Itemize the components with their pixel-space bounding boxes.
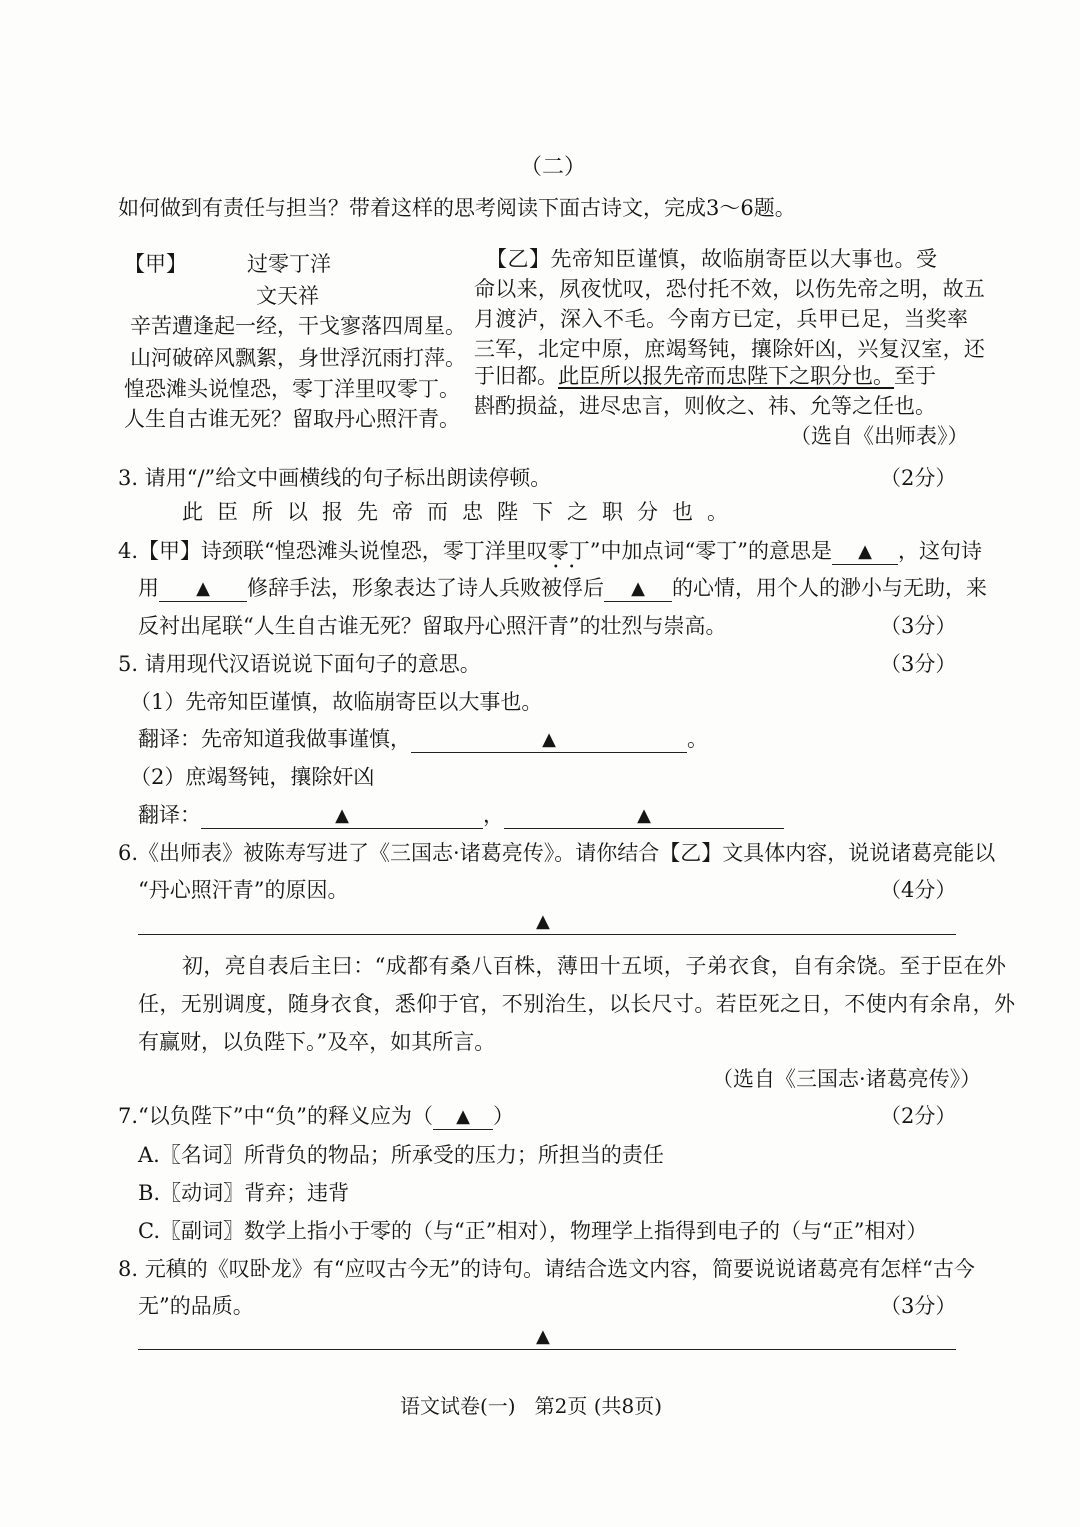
translation-label: 翻译：先帝知道我做事谨慎， [138,727,411,751]
question-8-line-1: 8. 元稹的《叹卧龙》有“应叹古今无”的诗句。请结合选文内容，简要说说诸葛亮有怎样“古今 [118,1257,975,1281]
passage-source: （选自《三国志·诸葛亮传》） [712,1067,982,1091]
score: （4分） [880,878,957,902]
underlined-sentence: 此臣所以报先帝而忠陛下之职分也。 [558,364,894,388]
q5-sentence-2: （2）庶竭驽钝，攘除奸凶 [130,765,375,789]
prose-line: 三军，北定中原，庶竭驽钝，攘除奸凶，兴复汉室，还 [474,337,986,361]
q4-text: 4.【甲】诗颈联“惶恐滩头说惶恐，零丁洋里叹 [118,539,548,563]
question-7 [118,1100,514,1130]
translation-label: 翻译： [138,803,201,827]
answer-blank[interactable] [433,1103,493,1130]
answer-line[interactable] [138,934,956,935]
answer-blank[interactable] [604,575,672,602]
passage-line: 有赢财，以负陛下。”及卒，如其所言。 [138,1030,496,1054]
punctuation: 。 [687,727,708,751]
score: （2分） [880,466,957,490]
q4-text: 的心情，用个人的渺小与无助，来 [672,576,987,600]
option-b[interactable]: B.〖动词〗背弃；违背 [138,1181,350,1205]
answer-mark-icon: ▲ [542,729,556,750]
poem-author: 文天祥 [256,284,319,308]
prose-line: 命以来，夙夜忧叹，恐付托不效，以伤先帝之明，故五 [474,277,986,301]
answer-blank[interactable] [201,802,483,829]
section-heading: （二） [520,155,587,180]
poem-line: 惶恐滩头说惶恐，零丁洋里叹零丁。 [124,377,460,401]
score: （2分） [880,1104,957,1128]
q5-sentence-1: （1）先帝知臣谨慎，故临崩寄臣以大事也。 [130,690,543,714]
poem-line: 人生自古谁无死？留取丹心照汗青。 [124,407,460,431]
option-a[interactable]: A.〖名词〗所背负的物品；所承受的压力；所担当的责任 [138,1143,664,1167]
score: （3分） [880,1294,957,1318]
q4-text: 修辞手法，形象表达了诗人兵败被俘后 [247,576,604,600]
question-3: 3. 请用“/”给文中画横线的句子标出朗读停顿。 [118,466,552,490]
poem-tag: 【甲】 [124,252,187,276]
answer-mark-icon: ▲ [631,578,645,599]
prose-text: 于旧都。 [474,364,558,388]
q7-text: 7.“以负陛下”中“负”的释义应为（ [118,1104,433,1128]
q4-text: ”中加点词“零丁”的意思是 [589,539,832,563]
question-4-line-1 [118,535,982,573]
answer-mark-icon: ▲ [335,805,349,826]
question-8-line-2: 无”的品质。 [138,1294,254,1318]
dotted-word [547,539,590,573]
answer-mark-icon: ▲ [858,541,872,562]
answer-blank[interactable] [159,575,247,602]
question-4-line-3: 反衬出尾联“人生自古谁无死？留取丹心照汗青”的壮烈与崇高。 [138,614,727,638]
section-intro: 如何做到有责任与担当？带着这样的思考阅读下面古诗文，完成3～6题。 [118,196,796,220]
score: （3分） [880,652,957,676]
question-5: 5. 请用现代汉语说说下面句子的意思。 [118,652,481,676]
prose-line: 月渡泸，深入不毛。今南方已定，兵甲已足，当奖率 [474,307,969,331]
prose-source: （选自《出师表》） [790,424,969,448]
prose-line: 【乙】先帝知臣谨慎，故临崩寄臣以大事也。受 [486,247,938,271]
q4-text: 用 [138,576,159,600]
poem-title: 过零丁洋 [247,252,331,276]
answer-mark-icon: ▲ [536,1326,550,1347]
q5-translation-2 [138,799,784,829]
question-6-line-2: “丹心照汗青”的原因。 [138,878,349,902]
answer-line[interactable] [138,1349,956,1350]
poem-line: 山河破碎风飘絮，身世浮沉雨打萍。 [130,346,466,370]
question-6-line-1: 6.《出师表》被陈寿写进了《三国志·诸葛亮传》。请你结合【乙】文具体内容，说说诸葛亮能以 [118,841,996,865]
answer-mark-icon: ▲ [196,578,210,599]
question-4-line-2 [138,572,987,602]
answer-mark-icon: ▲ [536,911,550,932]
prose-line-5 [474,360,936,390]
poem-line: 辛苦遭逢起一经，干戈寥落四周星。 [130,314,466,338]
page-footer: 语文试卷(一) 第2页 (共8页) [400,1394,663,1418]
option-c[interactable]: C.〖副词〗数学上指小于零的（与“正”相对），物理学上指得到电子的（与“正”相对） [138,1219,928,1243]
answer-mark-icon: ▲ [637,805,651,826]
q7-text: ） [492,1104,514,1128]
punctuation: ， [483,803,504,827]
answer-blank[interactable] [411,726,687,753]
q5-translation-1 [138,723,708,753]
emphasis-dots: •• [552,562,585,573]
dotted-word-text: 零丁 [547,539,590,563]
q3-sentence: 此臣所以报先帝而忠陛下之职分也。 [182,500,742,524]
prose-line: 斟酌损益，进尽忠言，则攸之、祎、允等之任也。 [474,394,936,418]
answer-mark-icon: ▲ [456,1106,470,1127]
passage-line: 初，亮自表后主曰：“成都有桑八百株，薄田十五顷，子弟衣食，自有余饶。至于臣在外 [182,954,1007,978]
passage-line: 任，无别调度，随身衣食，悉仰于官，不别治生，以长尺寸。若臣死之日，不使内有余帛，外 [138,992,1016,1016]
q4-text: ，这句诗 [898,539,982,563]
answer-blank[interactable] [832,538,898,565]
score: （3分） [880,614,957,638]
answer-blank[interactable] [504,802,784,829]
prose-text: 至于 [894,364,936,388]
